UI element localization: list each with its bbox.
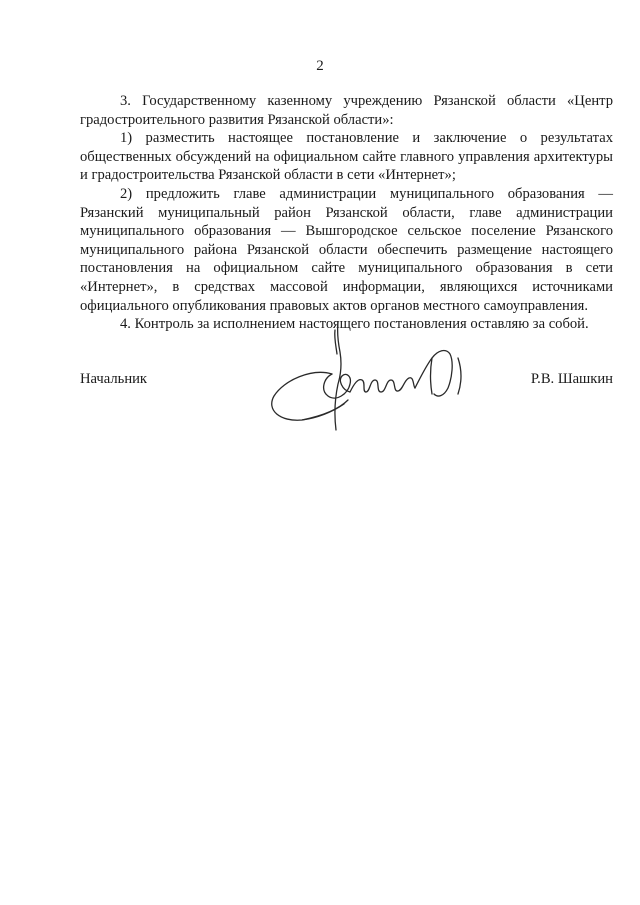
handwritten-signature <box>262 318 472 436</box>
page-number: 2 <box>316 58 324 74</box>
paragraph-item-4: 4. Контроль за исполнением настоящего постановления оставляю за собой. <box>120 316 589 333</box>
paragraph-subitem-1: 1) разместить настоящее постановление и заключение о результатах общественных обсуждений на официальном сайте главного управления архитектуры и градостроительства Рязанской области в сети «Интернет»; <box>80 130 613 184</box>
document-body <box>80 92 613 334</box>
paragraph-subitem-2: 2) предложить главе администрации муниципального образования — Рязанский муниципальный район Рязанской области, главе администрации муниципального образования — Вышгородское сельское поселение Рязанского муниципального района Рязанской области обеспечить размещение настоящего постановления на официальном сайте муниципального образования в сети «Интернет», в средствах массовой информации, являющихся источниками официального опубликования правовых актов органов местного самоуправления. <box>80 185 613 314</box>
signer-title: Начальник <box>80 371 148 387</box>
signer-name: Р.В. Шашкин <box>530 371 613 387</box>
paragraph-item-3: 3. Государственному казенному учреждению Рязанской области «Центр градостроительного развития Рязанской области»: <box>80 93 613 128</box>
